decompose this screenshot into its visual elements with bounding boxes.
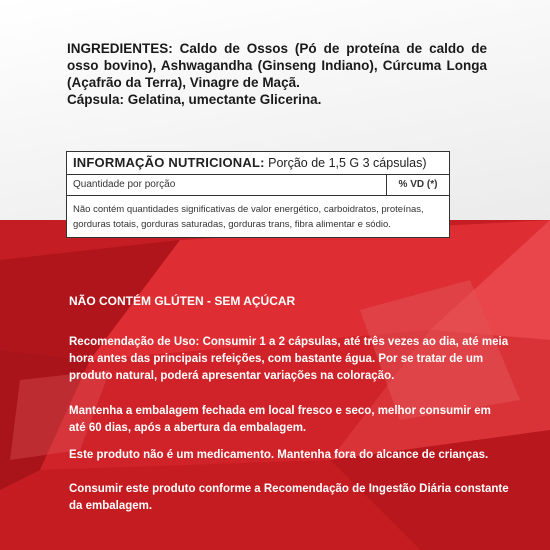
nutrition-note: Não contém quantidades significativas de valor energético, carboidratos, proteínas, gorduras totais, gorduras saturadas, gorduras trans, fibra alimentar e sódio.: [73, 204, 424, 230]
nutrition-table: [66, 151, 450, 238]
nutrition-row: [67, 175, 449, 196]
not-medicine-text: Este produto não é um medicamento. Mantenha fora do alcance de crianças.: [69, 449, 489, 461]
quantity-label: Quantidade por porção: [67, 175, 387, 195]
ingredients-text: INGREDIENTES: Caldo de Ossos (Pó de proteína de caldo de osso bovino), Ashwagandha (Ginseng Indiano), Cúrcuma Longa (Açafrão da Terra), Vinagre de Maçã.: [67, 41, 487, 90]
recommendation-text: Recomendação de Uso: Consumir 1 a 2 cápsulas, até três vezes ao dia, até meia hora antes das principais refeições, com bastante água. Por se tratar de um produto natural, poderá apresentar variações na coloração.: [69, 336, 509, 382]
ingredients-block: [67, 40, 487, 108]
nutrition-title: INFORMAÇÃO NUTRICIONAL:: [73, 155, 265, 170]
nutrition-portion: Porção de 1,5 G 3 cápsulas): [268, 156, 427, 170]
capsule-text: Cápsula: Gelatina, umectante Glicerina.: [67, 92, 322, 107]
gluten-claim: NÃO CONTÉM GLÚTEN - SEM AÇÚCAR: [69, 294, 296, 308]
consume-text: Consumir este produto conforme a Recomendação de Ingestão Diária constante da embalagem.: [69, 483, 509, 512]
nutrition-header: [67, 152, 449, 175]
vd-label: % VD (*): [398, 179, 438, 190]
storage-text: Mantenha a embalagem fechada em local fresco e seco, melhor consumir em até 60 dias, após a abertura da embalagem.: [69, 405, 491, 434]
